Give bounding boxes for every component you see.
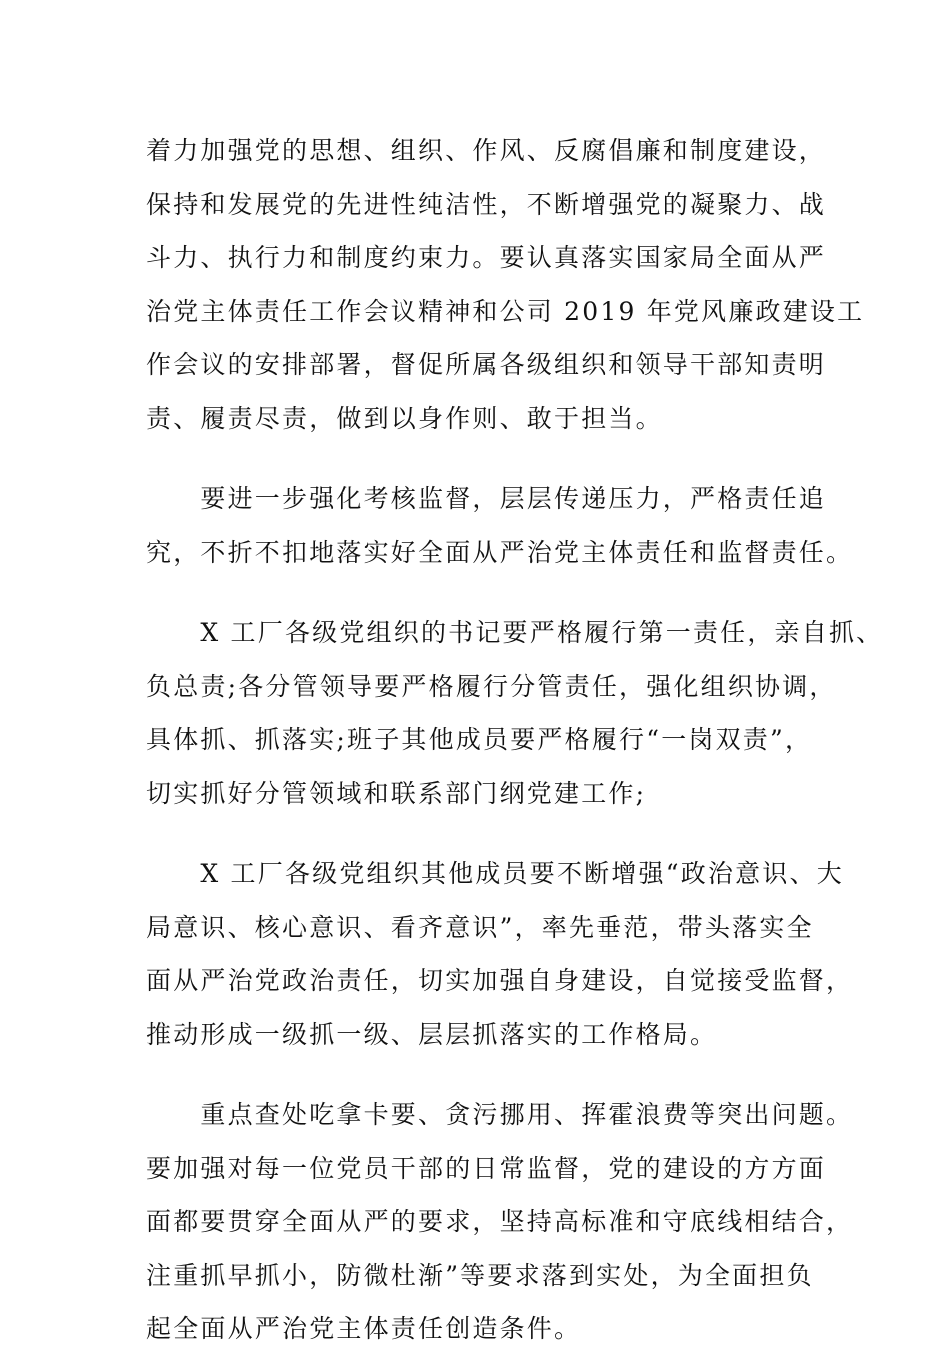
text-line: 面从严治党政治责任，切实加强自身建设，自觉接受监督， <box>146 966 854 995</box>
text-line: 起全面从严治党主体责任创造条件。 <box>146 1314 582 1343</box>
text-line: 责、履责尽责，做到以身作则、敢于担当。 <box>146 403 663 433</box>
paragraph-spacer <box>146 579 806 606</box>
text-line: 具体抓、抓落实;班子其他成员要严格履行“一岗双责”， <box>146 725 813 754</box>
text-line: 要进一步强化考核监督，层层传递压力，严格责任追 <box>146 484 827 513</box>
text-line: 着力加强党的思想、组织、作风、反腐倡廉和制度建设， <box>146 136 827 165</box>
document-body <box>146 124 884 1356</box>
text-line: 究，不折不扣地落实好全面从严治党主体责任和监督责任。 <box>146 537 854 567</box>
text-line: X 工厂各级党组织其他成员要不断增强“政治意识、大 <box>146 859 844 888</box>
paragraph-4 <box>146 847 854 1061</box>
text-line: 推动形成一级抓一级、层层抓落实的工作格局。 <box>146 1019 718 1049</box>
text-line: 负总责;各分管领导要严格履行分管责任，强化组织协调， <box>146 671 837 701</box>
text-line: 局意识、核心意识、看齐意识”，率先垂范，带头落实全 <box>146 912 814 942</box>
text-line: 保持和发展党的先进性纯洁性，不断增强党的凝聚力、战 <box>146 189 827 219</box>
text-line: 要加强对每一位党员干部的日常监督，党的建设的方方面 <box>146 1153 827 1183</box>
text-line: X 工厂各级党组织的书记要严格履行第一责任，亲自抓、 <box>146 618 884 647</box>
paragraph-spacer <box>146 820 806 847</box>
text-line: 作会议的安排部署，督促所属各级组织和领导干部知责明 <box>146 350 827 379</box>
paragraph-spacer <box>146 445 806 472</box>
text-line: 重点查处吃拿卡要、贪污挪用、挥霍浪费等突出问题。 <box>146 1100 854 1129</box>
paragraph-2 <box>146 472 854 579</box>
text-line: 面都要贯穿全面从严的要求，坚持高标准和守底线相结合， <box>146 1207 854 1236</box>
paragraph-3 <box>146 606 884 820</box>
paragraph-1 <box>146 124 865 445</box>
text-line: 注重抓早抓小，防微杜渐”等要求落到实处，为全面担负 <box>146 1260 814 1290</box>
paragraph-spacer <box>146 1061 806 1088</box>
paragraph-5 <box>146 1088 854 1356</box>
text-line: 切实抓好分管领域和联系部门纲党建工作; <box>146 778 647 808</box>
text-line: 治党主体责任工作会议精神和公司 2019 年党风廉政建设工 <box>146 296 865 326</box>
text-line: 斗力、执行力和制度约束力。要认真落实国家局全面从严 <box>146 243 827 272</box>
